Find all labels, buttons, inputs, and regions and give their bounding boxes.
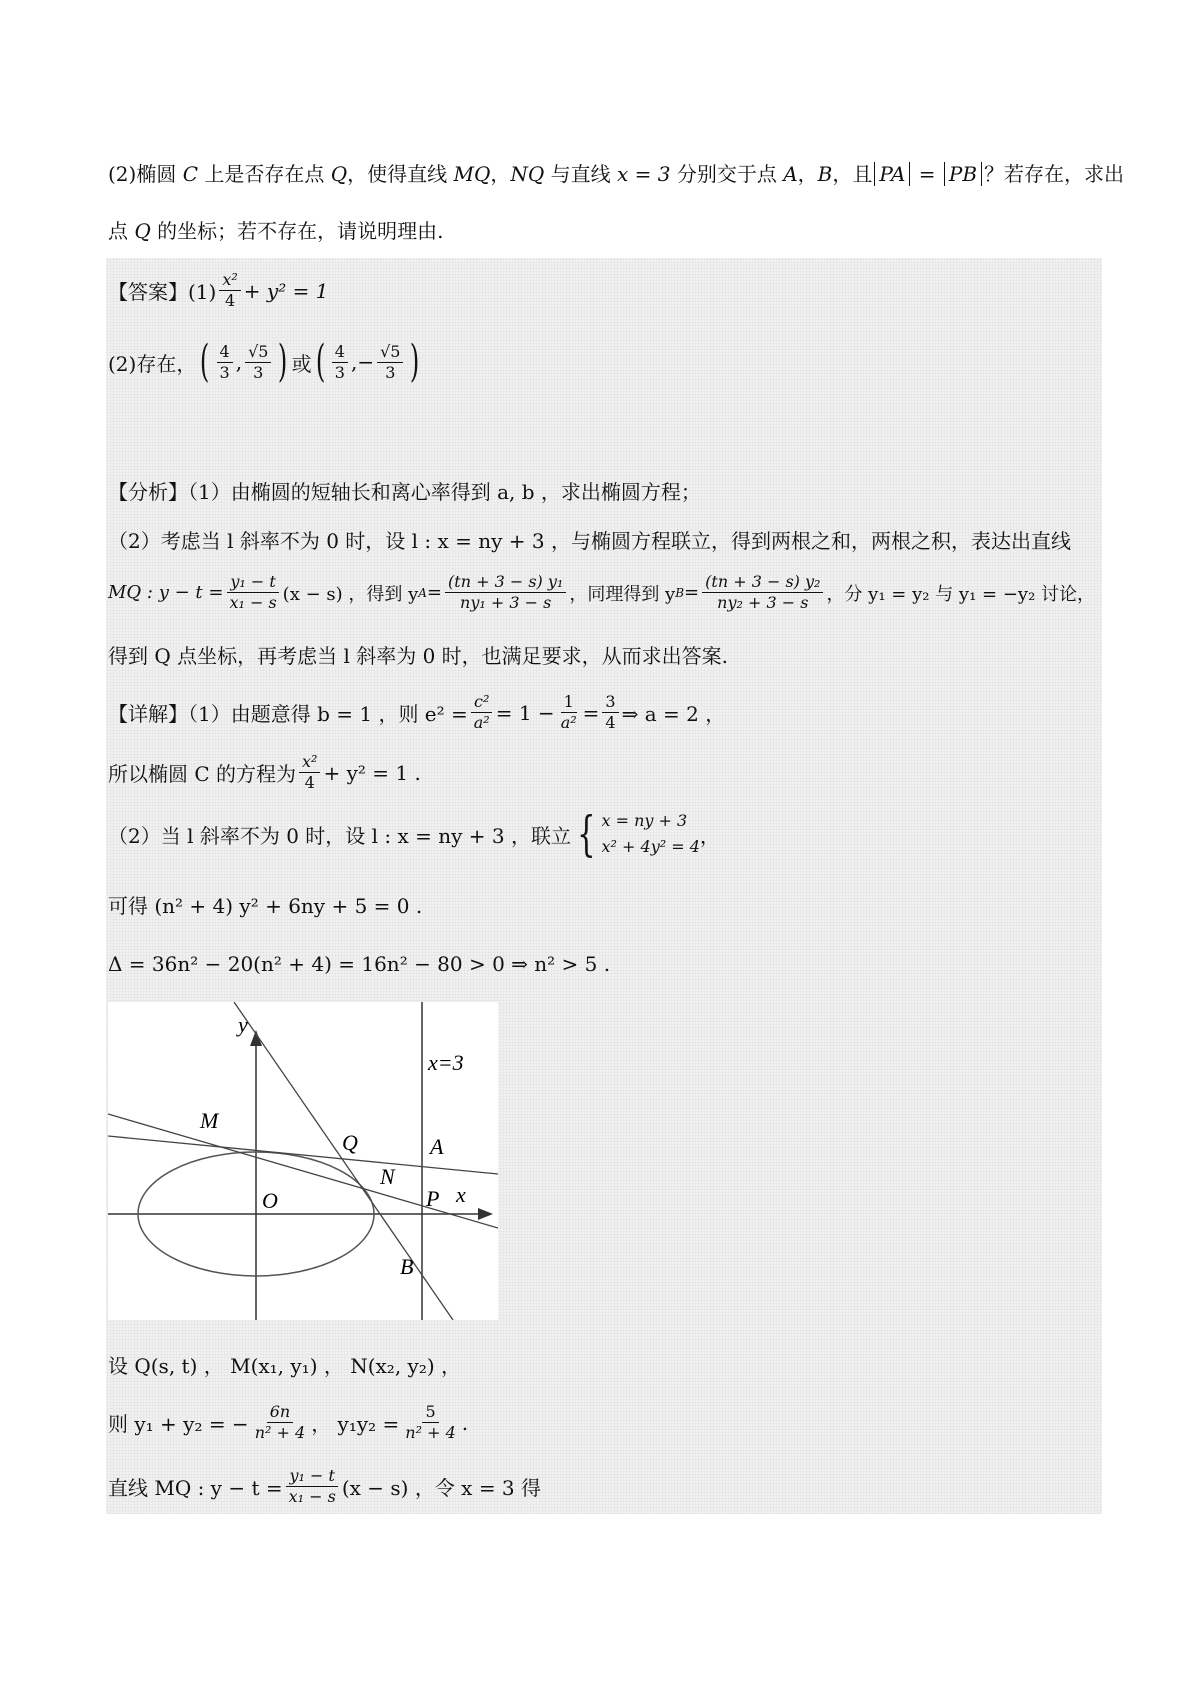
detail-line-4: 可得 (n² + 4) y² + 6ny + 5 = 0 . [108, 894, 423, 918]
label-x: x [456, 1182, 466, 1207]
ellipse-figure [108, 1002, 498, 1320]
detail-line-6: 设 Q(s, t) ， M(x₁, y₁) ， N(x₂, y₂) ， [108, 1354, 462, 1378]
answer-line-2: (2)存在， ( $\frac{4}{3}$ , $\frac{√5}{3}$ ) 或 ( $\frac{4}{3}$ , − $\frac{√5}{3}$ ) [108, 336, 420, 387]
label-y: y [238, 1012, 248, 1037]
abs-pb: PB [944, 162, 982, 186]
abs-pa: PA [874, 162, 910, 186]
detail-line-3: （2）当 l 斜率不为 0 时，设 l : x = ny + 3 ，联立 { x = ny + 3 x² + 4y² = 4 ， [108, 806, 720, 862]
label-b: B [400, 1254, 414, 1279]
label-a: A [430, 1134, 444, 1159]
detail-line-1: 【详解】（1）由题意得 b = 1 ，则 e² = $\frac{\text{c²}}{\text{a²}}$ = 1 − $\frac{1}{\text{a²}}$ = $\frac{3}{4}$ ⇒ a = 2 ， [108, 692, 726, 732]
detail-line-8: 直线 MQ : y − t = $\frac{\text{y₁ − t}}{\text{x₁ − s}}$ (x − s) ，令 x = 3 得 [108, 1466, 542, 1506]
solution-panel [106, 258, 1102, 1514]
detail-line-2: 所以椭圆 C 的方程为 $\frac{\text{x²}}{4}$ + y² = 1 . [108, 752, 421, 792]
equation-system: x = ny + 3 x² + 4y² = 4 [601, 811, 700, 856]
analysis-line-1: 【分析】（1）由椭圆的短轴长和离心率得到 a, b ，求出椭圆方程； [108, 480, 701, 504]
detail-line-7: 则 y₁ + y₂ = − $\frac{6n}{\text{n² + 4}}$ ， y₁y₂ = $\frac{5}{\text{n² + 4}}$ . [108, 1402, 469, 1442]
label-x3: x=3 [428, 1050, 464, 1075]
label-p: P [426, 1186, 440, 1211]
analysis-line-4: 得到 Q 点坐标，再考虑当 l 斜率为 0 时，也满足要求，从而求出答案. [108, 644, 729, 668]
label-n: N [380, 1164, 395, 1189]
label-m: M [200, 1108, 219, 1133]
answer-line-1: 【答案】(1) $\frac{\text{x²}}{4}$ + y² = 1 [108, 270, 329, 310]
answer-fraction: $\frac{\text{x²}}{4}$ [219, 270, 240, 311]
detail-line-5: Δ = 36n² − 20(n² + 4) = 16n² − 80 > 0 ⇒ n² > 5 . [108, 952, 611, 976]
question-line-2: 点 Q 的坐标；若不存在，请说明理由. [108, 219, 444, 243]
label-q: Q [342, 1130, 358, 1155]
analysis-line-2: （2）考虑当 l 斜率不为 0 时，设 l : x = ny + 3 ，与椭圆方程联立，得到两根之和，两根之积，表达出直线 [108, 529, 1071, 553]
label-o: O [262, 1188, 278, 1213]
analysis-line-3: MQ : y − t = $\frac{\text{y₁ − t}}{\text{x₁ − s}}$ (x − s) ，得到 y A = $\frac{\text{(tn + 3 − s) y₁}}{\text{ny₁ + 3 − s}}$ ，同理得到 y B = $\frac{\text{(tn + 3 − s) y₂}}{\text{ny₂ + 3 − s}}$ ，分 y₁ = y₂ 与 y₁ = −y₂ 讨论， [108, 572, 1096, 612]
question-line-1: (2)椭圆 C 上是否存在点 Q，使得直线 MQ，NQ 与直线 x = 3 分别交于点 A，B，且 PA = PB ？若存在，求出 [108, 162, 1125, 186]
